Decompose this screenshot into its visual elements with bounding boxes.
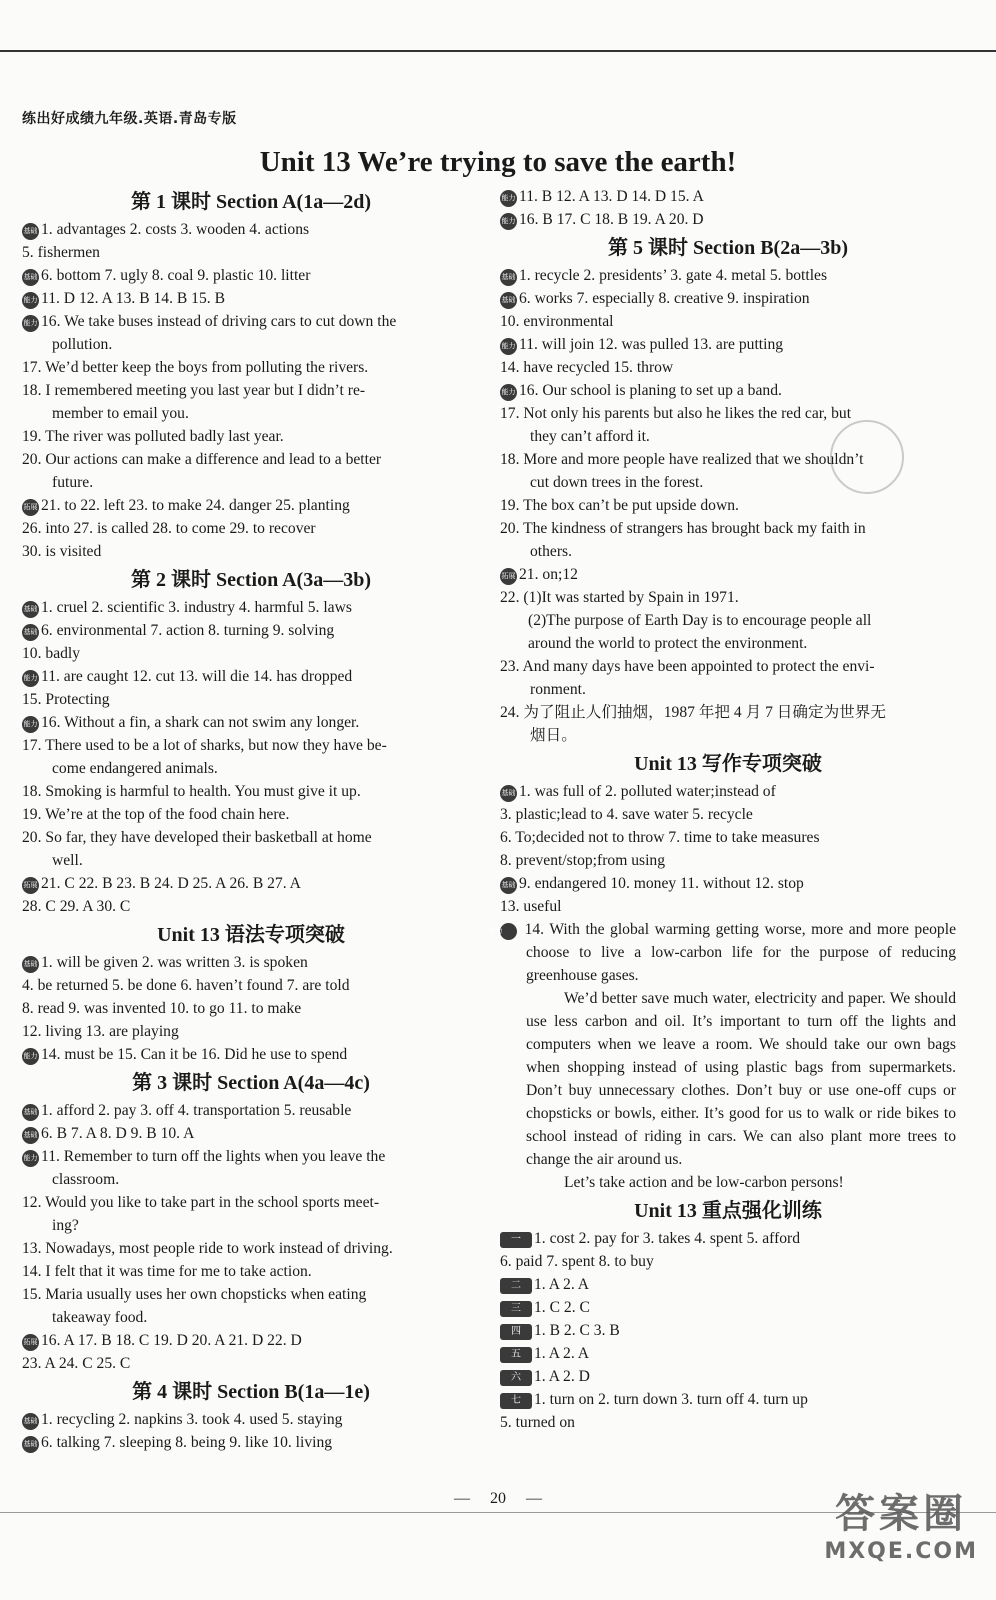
answer-text: they can’t afford it. [530, 428, 650, 445]
answer-text: 30. is visited [22, 543, 102, 560]
answer-line [500, 803, 956, 826]
answer-text: 17. We’d better keep the boys from polluting the rivers. [22, 359, 369, 376]
answer-text: 8. read 9. was invented 10. to go 11. to make [22, 1000, 302, 1017]
answer-line [500, 586, 956, 609]
answer-line [500, 287, 956, 310]
level-badge-icon: 基础 [22, 1127, 39, 1144]
level-badge-icon: 基础 [22, 1413, 39, 1430]
answer-text: 23. A 24. C 25. C [22, 1355, 131, 1372]
answer-line [22, 241, 480, 264]
answer-line [22, 1214, 480, 1237]
answer-line [500, 208, 956, 231]
answer-line [500, 1296, 956, 1319]
answer-line [22, 1431, 480, 1454]
answer-text: ing? [52, 1217, 79, 1234]
answer-line [500, 333, 956, 356]
left-column [22, 185, 480, 1454]
answer-line [22, 1043, 480, 1066]
answer-text: 18. I remembered meeting you last year but I didn’t re- [22, 382, 366, 399]
answer-line [22, 517, 480, 540]
answer-line [500, 1250, 956, 1273]
answer-line [22, 356, 480, 379]
dash-right: — [526, 1490, 542, 1507]
answer-text: future. [52, 474, 94, 491]
answer-line [22, 642, 480, 665]
answer-text: others. [530, 543, 573, 560]
essay-text: 14. With the global warming getting worse, more and more people choose to live a low-carbon life for the purpose of reducing greenhouse gases. [524, 921, 956, 984]
answer-text: 4. be returned 5. be done 6. haven’t found 7. are told [22, 977, 350, 994]
answer-line [22, 540, 480, 563]
answer-text: 16. B 17. C 18. B 19. A 20. D [519, 211, 704, 228]
level-badge-icon: 基础 [22, 1104, 39, 1121]
watermark-text: 答案圈 [835, 1491, 968, 1537]
answer-line [22, 780, 480, 803]
answer-text: 1. recycling 2. napkins 3. took 4. used 5. staying [41, 1411, 343, 1428]
level-badge-icon: 四 [500, 1324, 532, 1340]
answer-text: 18. More and more people have realized that we shouldn’t [500, 451, 864, 468]
section-heading: 第 1 课时 Section A(1a—2d) [131, 191, 371, 213]
answer-line [22, 997, 480, 1020]
top-rule [0, 50, 996, 52]
section-heading: 第 5 课时 Section B(2a—3b) [608, 237, 848, 259]
answer-text: 11. Remember to turn off the lights when you leave the [41, 1148, 386, 1165]
answer-line [500, 1319, 956, 1342]
answer-line [500, 849, 956, 872]
answer-line [500, 379, 956, 402]
answer-line [22, 974, 480, 997]
answer-line [22, 1191, 480, 1214]
level-badge-icon: 能力 [22, 292, 39, 309]
answer-text: 16. A 17. B 18. C 19. D 20. A 21. D 22. D [41, 1332, 302, 1349]
answer-line [22, 619, 480, 642]
answer-line [22, 688, 480, 711]
answer-text: 10. badly [22, 645, 81, 662]
answer-line [22, 1408, 480, 1431]
answer-text: 14. must be 15. Can it be 16. Did he use to spend [41, 1046, 348, 1063]
answer-text: 1. was full of 2. polluted water;instead of [519, 783, 776, 800]
level-badge-icon: 基础 [500, 877, 517, 894]
answer-text: 6. talking 7. sleeping 8. being 9. like 10. living [41, 1434, 333, 1451]
answer-text: member to email you. [52, 405, 189, 422]
answer-text: 12. living 13. are playing [22, 1023, 179, 1040]
answer-text: 11. are caught 12. cut 13. will die 14. has dropped [41, 668, 353, 685]
level-badge-icon: 基础 [22, 223, 39, 240]
answer-text: 6. B 7. A 8. D 9. B 10. A [41, 1125, 195, 1142]
answer-text: 20. Our actions can make a difference and lead to a better [22, 451, 382, 468]
section-heading: Unit 13 重点强化训练 [634, 1200, 822, 1222]
answer-line [22, 494, 480, 517]
answer-text: 19. The box can’t be put upside down. [500, 497, 739, 514]
answer-text: 12. Would you like to take part in the school sports meet- [22, 1194, 380, 1211]
essay-block [488, 918, 956, 1194]
answer-line [22, 895, 480, 918]
level-badge-icon: 六 [500, 1370, 532, 1386]
section-heading: Unit 13 语法专项突破 [157, 924, 345, 946]
level-badge-icon: 基础 [500, 785, 517, 802]
level-badge-icon: 能力 [500, 190, 517, 207]
answer-line [500, 1227, 956, 1250]
answer-text: 6. environmental 7. action 8. turning 9. solving [41, 622, 335, 639]
answer-line [22, 826, 480, 849]
answer-line [500, 563, 956, 586]
answer-text: 1. advantages 2. costs 3. wooden 4. actions [41, 221, 310, 238]
level-badge-icon: 能力 [22, 670, 39, 687]
page-number: 20 [490, 1490, 506, 1507]
answer-line [22, 1260, 480, 1283]
answer-text: 16. We take buses instead of driving cars to cut down the [41, 313, 397, 330]
answer-line [500, 632, 956, 655]
answer-text: 10. environmental [500, 313, 614, 330]
essay-paragraph: We’d better save much water, electricity and paper. We should use less carbon and oil. It’s important to turn off the lights and computers when we leave a room. We should take our own bags when shopping instead of using plastic bags from supermarkets. Don’t buy unnecessary clothes. Don’t buy or use one-off cups or chopsticks or bowls, either. It’s good for us to walk or ride bikes to school instead of riding in cars. We can also plant more trees to change the air around us. [526, 990, 956, 1168]
answer-line [22, 1020, 480, 1043]
answer-line [500, 310, 956, 333]
level-badge-icon: 基础 [22, 624, 39, 641]
answer-text: 20. The kindness of strangers has brought back my faith in [500, 520, 866, 537]
book-header: 练出好成绩九年级.英语.青岛专版 [22, 111, 237, 127]
section-heading: Unit 13 写作专项突破 [634, 753, 822, 775]
answer-line [500, 895, 956, 918]
answer-text: 6. paid 7. spent 8. to buy [500, 1253, 654, 1270]
page-title: Unit 13 We’re trying to save the earth! [259, 146, 737, 178]
answer-line [22, 448, 480, 471]
answer-text: 15. Maria usually uses her own chopsticks when eating [22, 1286, 367, 1303]
answer-text: 烟日。 [530, 727, 577, 744]
answer-text: (2)The purpose of Earth Day is to encourage people all [528, 612, 872, 629]
level-badge-icon: 能力 [500, 384, 517, 401]
answer-text: classroom. [52, 1171, 120, 1188]
answer-text: 5. fishermen [22, 244, 100, 261]
answer-line [22, 287, 480, 310]
answer-text: 15. Protecting [22, 691, 110, 708]
answer-line [500, 402, 956, 425]
answer-line [22, 1099, 480, 1122]
answer-block [22, 218, 480, 563]
answer-line [22, 711, 480, 734]
answer-line [22, 402, 480, 425]
level-badge-icon: 拓展 [22, 877, 39, 894]
answer-text: 19. We’re at the top of the food chain here. [22, 806, 290, 823]
level-badge-icon: 能力 [500, 213, 517, 230]
answer-line [500, 540, 956, 563]
answer-text: 11. will join 12. was pulled 13. are putting [519, 336, 784, 353]
answer-text: 1. A 2. D [534, 1368, 590, 1385]
answer-text: 6. works 7. especially 8. creative 9. inspiration [519, 290, 810, 307]
answer-text: cut down trees in the forest. [530, 474, 704, 491]
section-heading: 第 4 课时 Section B(1a—1e) [132, 1381, 370, 1403]
answer-text: 16. Our school is planing to set up a band. [519, 382, 782, 399]
answer-line [22, 1168, 480, 1191]
right-column [488, 185, 956, 1434]
answer-line [500, 517, 956, 540]
level-badge-icon: 能力 [22, 1048, 39, 1065]
answer-line [500, 1365, 956, 1388]
level-badge-icon: 基础 [500, 269, 517, 286]
answer-line [500, 780, 956, 803]
answer-text: 21. C 22. B 23. B 24. D 25. A 26. B 27. A [41, 875, 301, 892]
answer-text: 11. D 12. A 13. B 14. B 15. B [41, 290, 225, 307]
answer-text: 22. (1)It was started by Spain in 1971. [500, 589, 739, 606]
answer-text: 1. B 2. C 3. B [534, 1322, 620, 1339]
answer-text: 11. B 12. A 13. D 14. D 15. A [519, 188, 704, 205]
answer-block [500, 185, 956, 231]
answer-line [500, 826, 956, 849]
answer-text: 14. I felt that it was time for me to take action. [22, 1263, 312, 1280]
answer-block [500, 264, 956, 747]
answer-text: 24. 为了阻止人们抽烟，1987 年把 4 月 7 日确定为世界无 [500, 704, 886, 721]
level-badge-icon: 能力 [500, 338, 517, 355]
answer-line [22, 757, 480, 780]
answer-text: 1. cost 2. pay for 3. takes 4. spent 5. afford [534, 1230, 801, 1247]
watermark-url: MXQE.COM [824, 1539, 978, 1564]
answer-block [22, 1099, 480, 1375]
answer-line [500, 724, 956, 747]
essay-first-line [488, 918, 956, 987]
answer-line [22, 1352, 480, 1375]
answer-line [22, 872, 480, 895]
answer-line [500, 609, 956, 632]
answer-text: 5. turned on [500, 1414, 575, 1431]
answer-line [22, 379, 480, 402]
answer-line [22, 849, 480, 872]
answer-block [500, 1227, 956, 1434]
level-badge-icon: 三 [500, 1301, 532, 1317]
answer-text: 1. A 2. A [534, 1345, 590, 1362]
answer-text: well. [52, 852, 83, 869]
level-badge-icon: 基础 [500, 292, 517, 309]
answer-line [22, 803, 480, 826]
answer-line [22, 951, 480, 974]
level-badge-icon: 五 [500, 1347, 532, 1363]
answer-line [22, 218, 480, 241]
answer-text: 9. endangered 10. money 11. without 12. stop [519, 875, 804, 892]
answer-line [500, 1273, 956, 1296]
answer-line [500, 448, 956, 471]
answer-block [22, 596, 480, 918]
answer-line [22, 1283, 480, 1306]
answer-block [22, 1408, 480, 1454]
answer-line [22, 1237, 480, 1260]
answer-text: 1. recycle 2. presidents’ 3. gate 4. metal 5. bottles [519, 267, 828, 284]
answer-text: 16. Without a fin, a shark can not swim any longer. [41, 714, 360, 731]
level-badge-icon: 拓展 [500, 568, 517, 585]
level-badge-icon: 七 [500, 1393, 532, 1409]
answer-line [22, 665, 480, 688]
answer-text: 13. Nowadays, most people ride to work instead of driving. [22, 1240, 393, 1257]
level-badge-icon: 能力 [22, 716, 39, 733]
answer-block [500, 780, 956, 918]
level-badge-icon: 基础 [22, 1436, 39, 1453]
section-heading: 第 3 课时 Section A(4a—4c) [132, 1072, 370, 1094]
answer-text: 13. useful [500, 898, 562, 915]
answer-line [500, 264, 956, 287]
answer-line [500, 701, 956, 724]
answer-line [22, 1329, 480, 1352]
answer-line [500, 872, 956, 895]
answer-text: takeaway food. [52, 1309, 148, 1326]
answer-line [22, 310, 480, 333]
answer-line [500, 1411, 956, 1434]
answer-text: 19. The river was polluted badly last year. [22, 428, 284, 445]
answer-text: 1. will be given 2. was written 3. is spoken [41, 954, 308, 971]
level-badge-icon: 基础 [22, 956, 39, 973]
answer-line [500, 1342, 956, 1365]
answer-text: 17. Not only his parents but also he likes the red car, but [500, 405, 852, 422]
answer-line [22, 1122, 480, 1145]
answer-text: 18. Smoking is harmful to health. You must give it up. [22, 783, 361, 800]
answer-text: 6. bottom 7. ugly 8. coal 9. plastic 10. litter [41, 267, 311, 284]
answer-line [500, 185, 956, 208]
level-badge-icon: 能力 [22, 315, 39, 332]
answer-text: 26. into 27. is called 28. to come 29. to recover [22, 520, 316, 537]
level-badge-icon: 基础 [22, 601, 39, 618]
answer-text: 3. plastic;lead to 4. save water 5. recycle [500, 806, 753, 823]
answer-text: 1. A 2. A [534, 1276, 590, 1293]
level-badge-icon: 能力 [22, 1150, 39, 1167]
answer-line [500, 425, 956, 448]
level-badge-icon: 基础 [22, 269, 39, 286]
answer-line [22, 333, 480, 356]
level-badge-icon: 一 [500, 1232, 532, 1248]
answer-text: 1. cruel 2. scientific 3. industry 4. harmful 5. laws [41, 599, 352, 616]
answer-line [22, 1145, 480, 1168]
level-badge-icon: 拓展 [22, 1334, 39, 1351]
answer-text: 14. have recycled 15. throw [500, 359, 674, 376]
answer-text: ronment. [530, 681, 586, 698]
level-badge-icon: 拓展 [22, 499, 39, 516]
answer-line [500, 356, 956, 379]
answer-text: 6. To;decided not to throw 7. time to take measures [500, 829, 820, 846]
dash-left: — [454, 1490, 470, 1507]
answer-text: 21. to 22. left 23. to make 24. danger 25. planting [41, 497, 350, 514]
answer-line [500, 1388, 956, 1411]
answer-line [500, 471, 956, 494]
answer-block [22, 951, 480, 1066]
answer-line [500, 494, 956, 517]
level-badge-icon: 能力 [500, 923, 517, 940]
answer-text: 8. prevent/stop;from using [500, 852, 666, 869]
answer-text: pollution. [52, 336, 113, 353]
section-heading: 第 2 课时 Section A(3a—3b) [131, 569, 371, 591]
answer-line [22, 425, 480, 448]
watermark-logo [824, 1482, 978, 1564]
answer-line [22, 734, 480, 757]
answer-line [22, 1306, 480, 1329]
answer-text: 23. And many days have been appointed to protect the envi- [500, 658, 875, 675]
answer-line [500, 655, 956, 678]
answer-text: 1. turn on 2. turn down 3. turn off 4. turn up [534, 1391, 808, 1408]
level-badge-icon: 二 [500, 1278, 532, 1294]
answer-text: 28. C 29. A 30. C [22, 898, 131, 915]
answer-text: 20. So far, they have developed their basketball at home [22, 829, 372, 846]
answer-line [22, 596, 480, 619]
answer-text: 1. C 2. C [534, 1299, 590, 1316]
answer-text: come endangered animals. [52, 760, 218, 777]
answer-line [22, 471, 480, 494]
answer-text: 21. on;12 [519, 566, 578, 583]
essay-paragraph: Let’s take action and be low-carbon persons! [564, 1174, 844, 1191]
answer-text: around the world to protect the environment. [528, 635, 808, 652]
answer-line [500, 678, 956, 701]
answer-text: 1. afford 2. pay 3. off 4. transportation 5. reusable [41, 1102, 352, 1119]
answer-text: 17. There used to be a lot of sharks, but now they have be- [22, 737, 387, 754]
answer-line [22, 264, 480, 287]
